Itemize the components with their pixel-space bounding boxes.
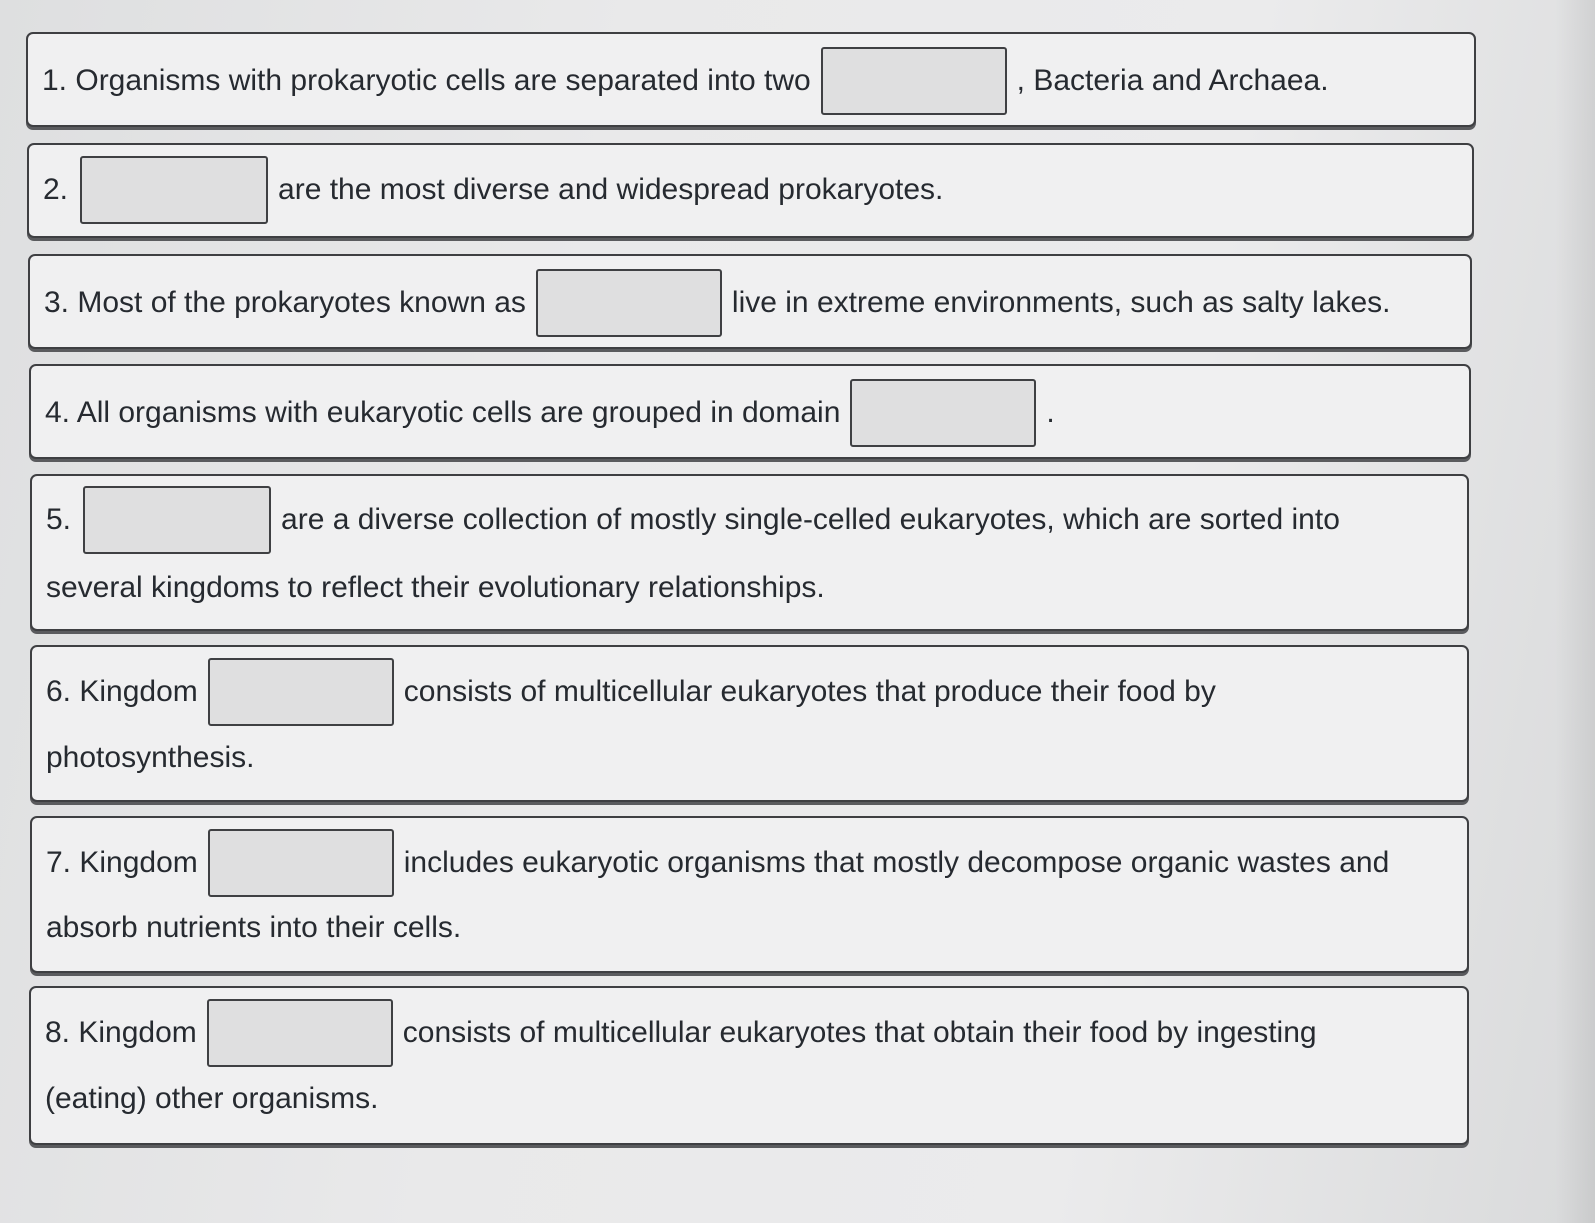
answer-blank-4[interactable] [850, 379, 1036, 447]
question-1-text-before: 1. Organisms with prokaryotic cells are separated into two [42, 64, 811, 97]
answer-blank-6[interactable] [208, 658, 394, 726]
question-8-continuation: (eating) other organisms. [45, 1082, 379, 1115]
question-4-text-after: . [1046, 396, 1055, 429]
screen-edge-shadow [1555, 0, 1595, 1223]
question-3-card [28, 254, 1472, 349]
answer-blank-2[interactable] [80, 156, 268, 224]
question-5-card [30, 474, 1469, 631]
question-7-continuation: absorb nutrients into their cells. [46, 911, 462, 944]
question-4-card [29, 364, 1471, 459]
question-8-text-after: consists of multicellular eukaryotes that obtain their food by ingesting [402, 1016, 1317, 1049]
answer-blank-8[interactable] [207, 999, 393, 1067]
question-2-card [27, 143, 1474, 238]
question-8-text-before: 8. Kingdom [45, 1016, 197, 1049]
answer-blank-3[interactable] [536, 269, 722, 337]
question-8-card [29, 986, 1469, 1145]
question-6-text-before: 6. Kingdom [46, 675, 198, 708]
question-7-card [30, 816, 1469, 973]
question-4-text-before: 4. All organisms with eukaryotic cells are grouped in domain [45, 396, 841, 429]
answer-blank-1[interactable] [821, 47, 1007, 115]
question-3-text-before: 3. Most of the prokaryotes known as [44, 286, 526, 319]
question-2-text-after: are the most diverse and widespread prokaryotes. [278, 173, 944, 206]
question-1-text-after: , Bacteria and Archaea. [1016, 64, 1329, 97]
question-2-number: 2. [43, 173, 69, 206]
question-6-card [30, 645, 1469, 802]
answer-blank-5[interactable] [83, 486, 271, 554]
question-6-continuation: photosynthesis. [46, 741, 255, 774]
answer-blank-7[interactable] [208, 829, 394, 897]
question-7-text-after: includes eukaryotic organisms that mostly decompose organic wastes and [403, 846, 1390, 879]
question-5-number: 5. [46, 503, 72, 536]
question-1-card [26, 32, 1476, 127]
question-6-text-after: consists of multicellular eukaryotes that produce their food by [403, 675, 1216, 708]
question-5-text-after: are a diverse collection of mostly single-celled eukaryotes, which are sorted into [281, 503, 1340, 536]
question-7-text-before: 7. Kingdom [46, 846, 198, 879]
question-5-continuation: several kingdoms to reflect their evolutionary relationships. [46, 571, 825, 604]
question-3-text-after: live in extreme environments, such as salty lakes. [731, 286, 1391, 319]
